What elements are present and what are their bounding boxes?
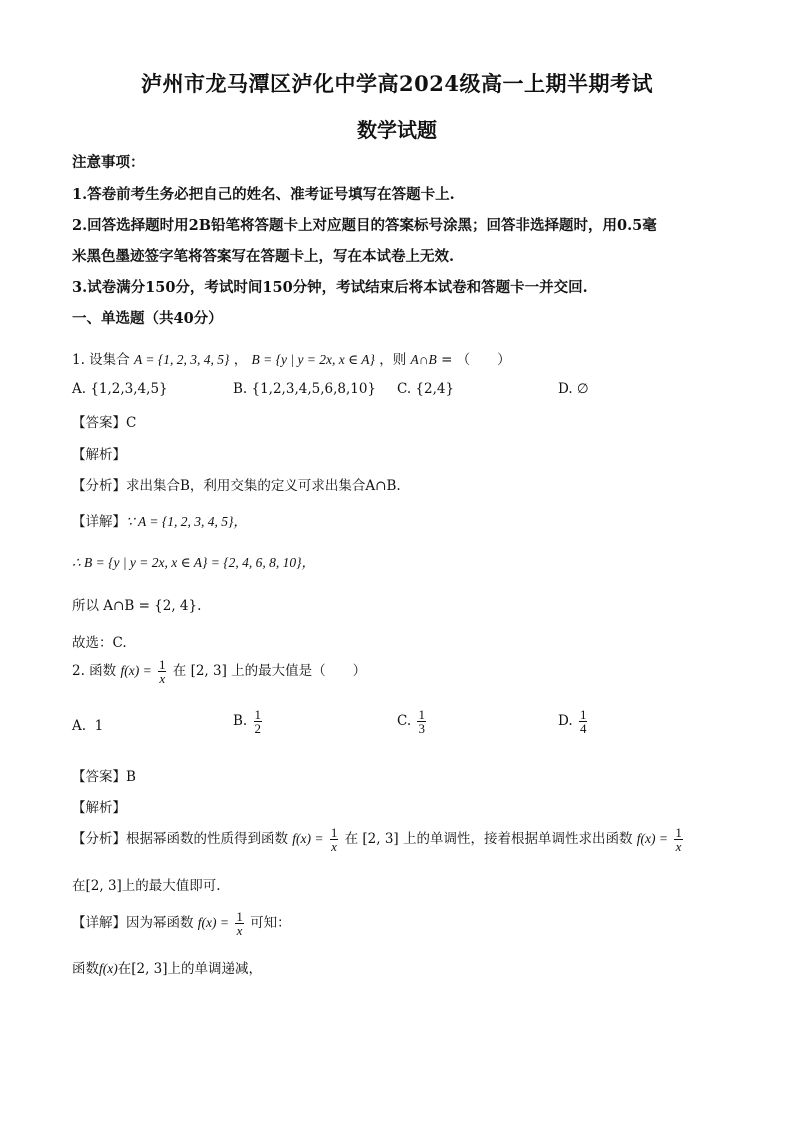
q2-option-d [558, 708, 589, 735]
q2-analysis-interval-1: [2, 3] [362, 831, 399, 847]
q2-analysis-c: 上的单调性，接着根据单调性求出函数 [403, 831, 633, 847]
q2-last-fx: f(x) [99, 961, 118, 976]
q1-option-b: B. {1,2,3,4,5,6,8,10} [233, 381, 377, 397]
q1-detail-2: ∴ B = {y | y = 2x, x ∈ A} = {2, 4, 6, 8, 10}， [72, 555, 316, 570]
q2-analysis-b: 在 [344, 831, 359, 847]
q2-analysis-den-1: x [331, 839, 337, 854]
q2-analysis-fraction-2 [674, 826, 683, 853]
q1-sep: ， [233, 352, 248, 368]
q2-option-a-label: A. [72, 718, 87, 734]
q2-detail-b: 可知： [250, 915, 291, 931]
q2-analysis [72, 826, 685, 853]
q1-detail-3: 所以 A∩B = {2, 4}. [72, 598, 202, 614]
q1-set-b: B = {y | y = 2x, x ∈ A} [251, 352, 375, 367]
exam-title: 泸州市龙马潭区泸化中学高2024级高一上期半期考试 [141, 71, 653, 96]
notice-item-2-cont: 米黑色墨迹签字笔将答案写在答题卡上，写在本试卷上无效. [72, 248, 455, 265]
notice-heading: 注意事项： [72, 154, 145, 171]
q2-option-b-label: B. [233, 713, 248, 729]
exam-subtitle: 数学试题 [357, 118, 437, 142]
q2-analysis-num-2: 1 [675, 825, 682, 840]
q2-analysis-num-1: 1 [330, 825, 338, 840]
q2-analysis-a: 根据幂函数的性质得到函数 [126, 831, 288, 847]
q2-last-a: 函数 [72, 961, 99, 977]
q1-jiexi: 【解析】 [72, 447, 126, 463]
q2-analysis-d: 在 [72, 878, 86, 894]
section-heading: 一、单选题（共40分） [72, 310, 223, 327]
q2-option-c-den: 3 [418, 721, 425, 736]
q2-analysis-e: 上的最大值即可. [121, 878, 221, 894]
q2-analysis-cont [72, 874, 221, 894]
q2-option-d-num: 1 [579, 707, 587, 722]
q2-option-d-label: D. [558, 713, 573, 729]
q1-option-d: D. ∅ [558, 381, 589, 397]
q2-detail-label: 【详解】 [72, 915, 126, 931]
q2-detail-fraction [235, 910, 244, 937]
q2-option-c-num: 1 [418, 707, 425, 722]
q2-detail-a: 因为幂函数 [126, 915, 194, 931]
q1-detail-label: 【详解】 [72, 514, 126, 530]
q2-detail-den: x [236, 923, 243, 938]
q2-option-d-den: 4 [579, 721, 587, 736]
q2-last-b: 在 [117, 961, 132, 977]
question-2 [72, 658, 366, 685]
q2-analysis-interval-2: [2, 3] [85, 878, 122, 894]
q2-interval: [2, 3] [190, 663, 227, 679]
q1-analysis-text: 求出集合B，利用交集的定义可求出集合A∩B. [126, 478, 401, 494]
q1-detail-1-text: ∵ A = {1, 2, 3, 4, 5}， [126, 514, 247, 529]
q2-fraction [158, 658, 167, 685]
q2-option-c-fraction [417, 708, 426, 735]
q2-prefix: 2. 函数 [72, 663, 117, 679]
q2-detail-num: 1 [236, 909, 243, 924]
q2-answer: 【答案】B [72, 769, 136, 785]
q1-prefix: 1. 设集合 [72, 352, 130, 368]
q2-option-c-label: C. [397, 713, 412, 729]
q2-option-d-fraction [579, 708, 588, 735]
q1-expr: A∩B [410, 352, 437, 367]
q2-analysis-den-2: x [675, 839, 682, 854]
q2-option-b-den: 2 [254, 721, 262, 736]
q2-tail: 上的最大值是（ ） [231, 663, 367, 679]
q2-option-a [72, 718, 103, 734]
q2-analysis-fraction-1 [330, 826, 339, 853]
q2-option-b [233, 708, 264, 735]
q1-option-a: A. {1,2,3,4,5} [72, 381, 168, 397]
q2-analysis-label: 【分析】 [72, 831, 126, 847]
q1-tail: ，则 [379, 352, 407, 368]
q1-blank: = （ ） [441, 352, 511, 368]
notice-item-2: 2.回答选择题时用2B铅笔将答题卡上对应题目的答案标号涂黑；回答非选择题时，用0.5毫 [72, 217, 657, 234]
q2-den: x [159, 671, 166, 686]
q2-mid: 在 [172, 663, 187, 679]
q2-option-c [397, 708, 428, 735]
q2-jiexi: 【解析】 [72, 800, 126, 816]
notice-item-1: 1.答卷前考生务必把自己的姓名、准考证号填写在答题卡上. [72, 186, 455, 203]
q2-option-b-fraction [254, 708, 263, 735]
q2-analysis-fx-2: f(x) = [636, 831, 669, 846]
q2-last-line [72, 957, 262, 977]
q2-option-a-value: 1 [94, 718, 104, 734]
q2-detail-fx: f(x) = [197, 915, 230, 930]
q2-option-b-num: 1 [254, 707, 262, 722]
question-1 [72, 348, 511, 368]
q2-last-c: 上的单调递减， [167, 961, 263, 977]
q1-conclusion: 故选：C. [72, 635, 127, 651]
q2-last-interval: [2, 3] [131, 961, 168, 977]
q1-detail-1 [72, 510, 247, 530]
q1-answer: 【答案】C [72, 415, 137, 431]
q1-option-c: C. {2,4} [397, 381, 455, 397]
q1-analysis-label: 【分析】 [72, 478, 126, 494]
q2-analysis-fx-1: f(x) = [292, 831, 324, 846]
notice-item-3: 3.试卷满分150分，考试时间150分钟，考试结束后将本试卷和答题卡一并交回. [72, 279, 588, 296]
q1-analysis [72, 474, 401, 494]
q2-fx: f(x) = [120, 663, 152, 678]
q2-num: 1 [158, 657, 166, 672]
q1-set-a: A = {1, 2, 3, 4, 5} [133, 352, 230, 367]
q2-detail [72, 910, 291, 937]
